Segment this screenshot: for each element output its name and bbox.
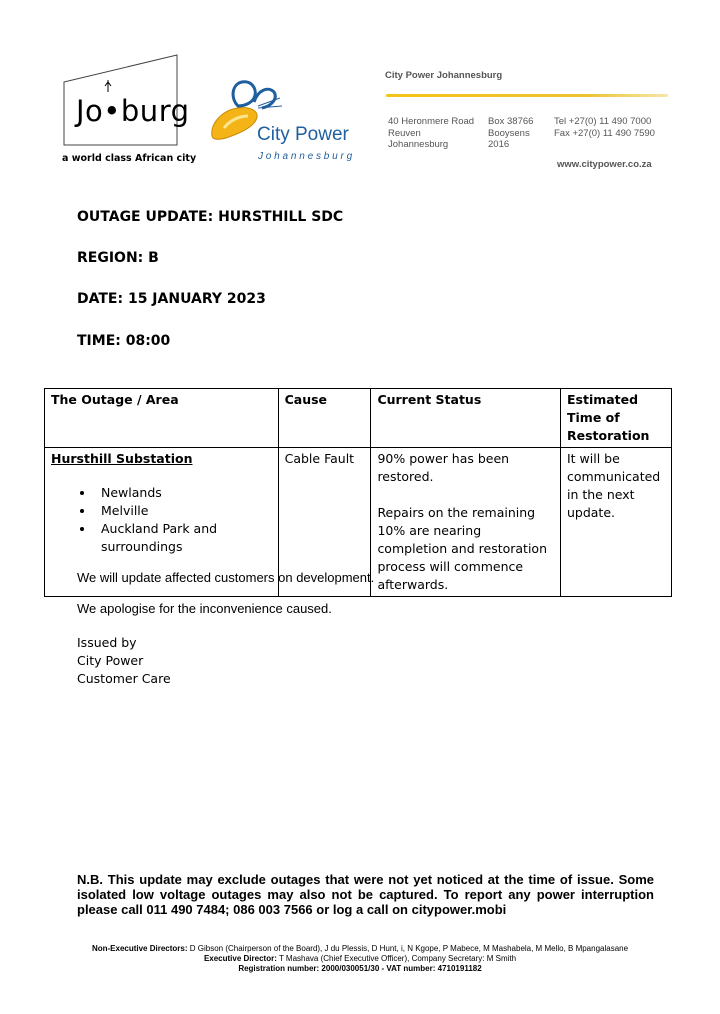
issuer-name: City Power bbox=[77, 653, 144, 668]
outage-table bbox=[44, 388, 672, 597]
cause-cell: Cable Fault bbox=[278, 448, 371, 597]
column-header-status: Current Status bbox=[371, 389, 561, 448]
address-line: Reuven bbox=[388, 127, 421, 139]
city-power-logo-subtitle: Johannesburg bbox=[258, 151, 355, 162]
address-line: Johannesburg bbox=[388, 139, 449, 150]
address-line: Box 38766 bbox=[488, 116, 534, 127]
contact-phone-block bbox=[554, 116, 655, 139]
address-postal-block bbox=[488, 116, 533, 151]
footer-label: Non-Executive Directors: bbox=[91, 944, 188, 953]
time-heading: TIME: 08:00 bbox=[77, 333, 171, 349]
list-item: • Auckland Park and surroundings bbox=[95, 520, 272, 556]
date-heading: DATE: 15 JANUARY 2023 bbox=[77, 291, 266, 307]
footer-label: Executive Director: bbox=[203, 954, 277, 963]
update-notice: We will update affected customers on development. bbox=[77, 570, 375, 585]
address-line: 40 Heronmere Road bbox=[388, 116, 475, 127]
city-power-logo-name: City Power bbox=[257, 124, 349, 145]
status-restored: 90% power has been restored. bbox=[377, 451, 510, 484]
issuer-department: Customer Care bbox=[77, 671, 171, 686]
substation-name: Hursthill Substation bbox=[51, 451, 193, 466]
list-item: • Newlands bbox=[95, 484, 272, 502]
address-street-block bbox=[388, 116, 474, 151]
phone-line: Tel +27(0) 11 490 7000 bbox=[554, 116, 652, 127]
joburg-tagline: a world class African city bbox=[62, 153, 197, 164]
etr-cell: It will be communicated in the next update. bbox=[560, 448, 671, 597]
nb-disclaimer: N.B. This update may exclude outages that were not yet noticed at the time of issue. Some isolated low voltage outages may also not be captured. To report any power interruption please call 011 490 7484; 086 003 7566 or log a call on citypower.mobi bbox=[77, 872, 654, 917]
letterhead-divider bbox=[386, 94, 668, 97]
website-link[interactable]: www.citypower.co.za bbox=[557, 159, 652, 170]
column-header-cause: Cause bbox=[278, 389, 371, 448]
footer-registration: Registration number: 2000/030051/30 - VAT number: 4710191182 bbox=[238, 964, 482, 973]
issued-by-line: Issued by bbox=[77, 635, 137, 650]
address-line: 2016 bbox=[488, 139, 510, 150]
column-header-area: The Outage / Area bbox=[45, 389, 279, 448]
footer-names: T Mashava (Chief Executive Officer), Company Secretary: M Smith bbox=[278, 954, 517, 963]
letterhead-company: City Power Johannesburg bbox=[385, 70, 503, 81]
issued-by-block bbox=[77, 634, 171, 688]
list-item: • Melville bbox=[95, 502, 272, 520]
footer-names: D Gibson (Chairperson of the Board), J du Plessis, D Hunt, i, N Kgope, P Mabece, M Mashabela, M Mello, B Mpangalasane bbox=[189, 944, 629, 953]
table-header-row bbox=[45, 389, 672, 448]
joburg-logo-wordmark: Jo•burg bbox=[76, 94, 190, 128]
outage-heading: OUTAGE UPDATE: HURSTHILL SDC bbox=[77, 209, 344, 225]
fax-line: Fax +27(0) 11 490 7590 bbox=[554, 127, 655, 139]
column-header-etr: Estimated Time of Restoration bbox=[560, 389, 671, 448]
affected-areas-list bbox=[51, 484, 272, 556]
address-line: Booysens bbox=[488, 127, 530, 139]
apology-notice: We apologise for the inconvenience caused. bbox=[77, 601, 332, 616]
region-heading: REGION: B bbox=[77, 250, 159, 266]
status-cell bbox=[371, 448, 561, 597]
status-repairs: Repairs on the remaining 10% are nearing completion and restoration process will commence afterwards. bbox=[377, 505, 547, 592]
